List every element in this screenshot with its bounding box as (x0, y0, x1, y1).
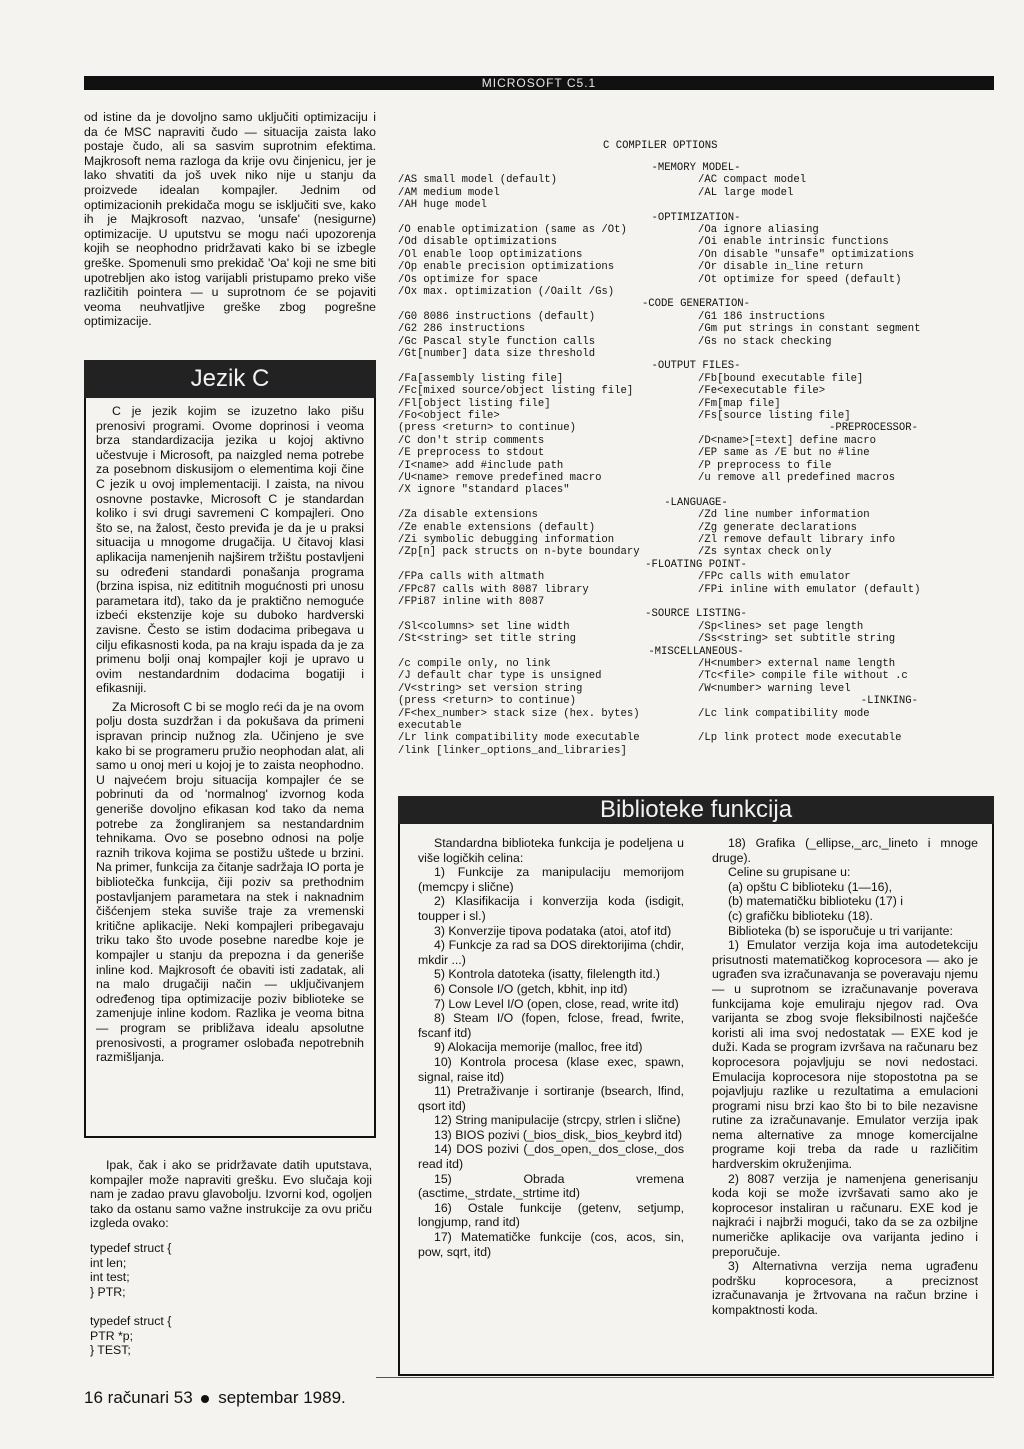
library-item: Biblioteka (b) se isporučuje u tri varijante: (728, 923, 953, 938)
library-item: 1) Funkcije za manipulaciju memorijom (memcpy i slične) (418, 865, 684, 894)
option-heading: -LANGUAGE- (664, 496, 728, 509)
option-row (398, 484, 994, 496)
footer-date: septembar 1989. (218, 1388, 346, 1407)
option-row (398, 708, 994, 720)
option-row (398, 348, 994, 360)
option-left: /E preprocess to stdout (398, 447, 545, 460)
option-left: /G2 286 instructions (398, 323, 526, 336)
option-row (398, 435, 994, 447)
library-item: 5) Kontrola datoteka (isatty, filelength itd.) (434, 967, 661, 982)
option-right: /On disable "unsafe" optimizations (698, 248, 915, 261)
jezik-c-paragraph-2: Za Microsoft C bi se moglo reći da je na ovom polju dosta suzdržan i da pokušava da primeni ispravan princip nužnog zla. Učinjeno je sve kako bi se programeru pružio neophodan alat, ali samo u onoj meri u kojoj je to zaista neophodno. U najvećem broju situacija kompajler će se pobrinuti da od 'normalnog' izvornog koda generiše dovoljno efikasan kod tako da nema potrebe za žongliranjem sa nestandardnim tehnikama. Ovo se posebno odnosi na polje raznih trikova kojima se postižu uštede u brzini. Na primer, funkcija za čitanje sadržaja IO porta je bibliotečka funkcija, čiji poziv sa prethodnim postavljanjem parametara na stek i naknadnim čišćenjem steka suviše traje za vremenski kritične aplikacije. Neki kompajleri pribegavaju triku tako što uvode posebne naredbe koje je kompajler u stanju da prepozna i da generiše inline kod. Majkrosoft će obaviti isti zadatak, ali na malo drugačiji način — uključivanjem određenog tipa optimizacije poziv biblioteke se zamenjuje inline kodom. Razlika je veoma bitna — program se približava idealu apsolutne prenosivosti, a programer oslobađa nepotrebnih razmišljanja. (96, 699, 364, 1065)
option-row (398, 571, 994, 583)
option-left: /V<string> set version string (398, 682, 583, 695)
header-title: MICROSOFT C5.1 (481, 76, 597, 90)
option-left: /FPa calls with altmath (398, 571, 545, 584)
library-item: 6) Console I/O (getch, kbhit, inp itd) (434, 981, 628, 996)
option-left: /Gc Pascal style function calls (398, 335, 596, 348)
closing-column (90, 1158, 372, 1358)
option-section-heading (398, 646, 994, 658)
library-item: Standardna biblioteka funkcija je podeljena u više logičkih celina: (418, 836, 684, 865)
library-item: 3) Alternativna verzija nema ugrađenu podršku koprocesora, a preciznost izračunavanja je žrtvovana na račun brzine i kompaktnosti koda. (712, 1259, 978, 1317)
option-left: /J default char type is unsigned (398, 670, 602, 683)
code-line: int test; (90, 1270, 130, 1285)
library-item: 1) Emulator verzija koja ima autodetekciju prisutnosti matematičkog koprocesora — ako je ugrađen sva izračunavanja se poveravaju njemu — u suprotnom se izračunavanje poverava funkcijama koje emuliraju njegov rad. Ova varijanta se zbog svoje fleksibilnosti najčešće koristi ali ima svoj nedostatak — EXE kod je duži. Kada se program izvršava na računaru bez koprocesora pojavljuju se novi nedostaci. Emulacija koprocesora nije stopostotna pa se pojavljuju razlike u rezultatima a emulacioni programi nisu brzi kao što bi to bile nezavisne rutine za izračunavanje. Emulator verzija ipak nema alternative za mnoge komercijalne programe koji treba da rade u različitim hardverskim okruženjima. (712, 938, 978, 1172)
code-line: } TEST; (90, 1343, 131, 1358)
option-right: /Tc<file> compile file without .c (698, 670, 908, 683)
intro-paragraph: od istine da je dovoljno samo uključiti optimizaciju i da će MSC napraviti čudo — situacija zaista lako postaje čudo, ali sa sasvim suprotnim efektima. Majkrosoft nema razloga da krije ovu činjenicu, jer je lako shvatiti da još uvek niko nije u stanju da proizvede idealan kompajler. Jednim od optimizacionih prekidača mogu se isključiti sve, kako ih je Majkrosoft nazvao, 'unsafe' (nesigurne) optimizacije. U uputstvu se mogu naći upozorenja kojih se neophodno pridržavati kako bi se izbegle greške. Spomenuli smo prekidač 'Oa' koji ne sme biti upotrebljen ako istog varijabli pristupamo preko više različitih pointera — u suprotnom će se pojaviti veoma neuhvatljive greške zbog pogrešne optimizacije. (84, 110, 376, 329)
library-item: 7) Low Level I/O (open, close, read, write itd) (434, 996, 679, 1011)
option-row (398, 460, 994, 472)
biblioteke-box (398, 796, 994, 1376)
option-heading: -MEMORY MODEL- (651, 162, 741, 174)
option-right: /Sp<lines> set page length (698, 620, 864, 633)
option-right: /Ss<string> set subtitle string (698, 633, 896, 646)
option-row (398, 187, 994, 199)
code-line (90, 1299, 372, 1314)
option-left: /Zp[n] pack structs on n-byte boundary (398, 546, 640, 559)
biblioteke-right-column (712, 836, 978, 1318)
option-right: /EP same as /E but no #line (698, 447, 870, 460)
library-item: 8) Steam I/O (fopen, fclose, fread, fwrite, fscanf itd) (418, 1011, 684, 1040)
option-row (398, 546, 994, 558)
library-item: 13) BIOS pozivi (_bios_disk,_bios_keybrd itd) (434, 1127, 683, 1142)
option-row (398, 472, 994, 484)
option-right: /Lc link compatibility mode (698, 707, 870, 720)
struct-code-listing (90, 1241, 372, 1358)
option-row (398, 311, 994, 323)
option-left: /U<name> remove predefined macro (398, 472, 602, 484)
page-header-bar (84, 76, 994, 90)
option-left: /Ox max. optimization (/Oailt /Gs) (398, 286, 615, 298)
option-right: /D<name>[=text] define macro (698, 434, 877, 447)
option-row (398, 745, 994, 757)
option-row (398, 732, 994, 744)
option-left: (press <return> to continue) (398, 422, 577, 435)
option-left: executable (398, 720, 462, 732)
option-section-heading (398, 559, 994, 571)
option-left: /Fa[assembly listing file] (398, 372, 564, 385)
option-section-heading (398, 608, 994, 620)
option-right: /Fe<executable file> (698, 385, 826, 398)
option-row (398, 695, 994, 707)
code-line: typedef struct { (90, 1240, 172, 1255)
option-heading: -MISCELLANEOUS- (648, 645, 744, 658)
footer-magazine: računari 53 (107, 1388, 193, 1407)
option-left: /Lr link compatibility mode executable (398, 732, 640, 745)
library-item: 14) DOS pozivi (_dos_open,_dos_close,_dos read itd) (418, 1142, 684, 1172)
option-right: /Zs syntax check only (698, 546, 832, 559)
option-left: /Fc[mixed source/object listing file] (398, 385, 634, 398)
option-right: /Zg generate declarations (698, 521, 857, 534)
option-row (398, 720, 994, 732)
option-row (398, 199, 994, 211)
intro-column (84, 110, 376, 329)
library-item: 2) Klasifikacija i konverzija koda (isdigit, toupper i sl.) (418, 894, 684, 923)
option-left: /C don't strip comments (398, 434, 545, 447)
biblioteke-left-column (418, 836, 684, 1259)
compiler-options-title: C COMPILER OPTIONS (603, 140, 718, 152)
option-right: /Fb[bound executable file] (698, 372, 864, 385)
footer-page-number: 16 (84, 1388, 103, 1407)
option-row (398, 323, 994, 335)
library-item: Celine su grupisane u: (728, 865, 851, 880)
option-left: (press <return> to continue) (398, 695, 577, 708)
library-item: 2) 8087 verzija je namenjena generisanju koda koji se može izvršavati samo ako je koprocesor instaliran u računaru. EXE kod je najkraći i najbrži mogući, tako da se za ozbiljne numeričke aplikacije ova varijanta jedino i preporučuje. (712, 1171, 978, 1259)
option-left: /Zi symbolic debugging information (398, 534, 615, 546)
option-left: /AH huge model (398, 199, 488, 212)
option-left: /Za disable extensions (398, 509, 538, 522)
library-item: (b) matematičku biblioteku (17) i (728, 894, 903, 909)
option-row (398, 249, 994, 261)
page-footer (84, 1388, 346, 1408)
option-left: /Gt[number] data size threshold (398, 348, 596, 360)
option-left: /F<hex_number> stack size (hex. bytes) (398, 707, 640, 720)
library-item: 11) Pretraživanje i sortiranje (bsearch, lfind, qsort itd) (418, 1084, 684, 1113)
option-heading: -OPTIMIZATION- (651, 211, 741, 224)
option-right: /AC compact model (698, 174, 807, 187)
option-section-heading (398, 162, 994, 174)
option-right: /Fm[map file] (698, 397, 781, 410)
option-right: /W<number> warning level (698, 682, 851, 695)
option-row (398, 373, 994, 385)
option-row (398, 509, 994, 521)
library-item: (a) opštu C biblioteku (1—16), (728, 879, 893, 894)
option-right: /Gm put strings in constant segment (698, 323, 921, 336)
code-line: PTR *p; (90, 1328, 134, 1343)
option-row (398, 236, 994, 248)
option-right: /Fs[source listing file] (698, 410, 851, 422)
option-left: /Fo<object file> (398, 410, 500, 422)
option-left: /link [linker_options_and_libraries] (398, 744, 627, 757)
option-right: /G1 186 instructions (698, 310, 826, 323)
option-section-heading (398, 298, 994, 310)
library-item: 4) Funkcje za rad sa DOS direktorijima (chdir, mkdir ...) (418, 938, 684, 967)
option-row (398, 621, 994, 633)
option-right: /Ot optimize for speed (default) (698, 273, 902, 286)
option-row (398, 584, 994, 596)
option-row (398, 398, 994, 410)
option-right: /P preprocess to file (698, 459, 832, 472)
option-row (398, 174, 994, 186)
option-left: /G0 8086 instructions (default) (398, 310, 596, 323)
option-right: /Gs no stack checking (698, 335, 832, 348)
library-item: 12) String manipulacije (strcpy, strlen i slične) (434, 1113, 681, 1128)
option-left: /FPi87 inline with 8087 (398, 596, 545, 608)
library-item: 9) Alokacija memorije (malloc, free itd) (434, 1040, 643, 1055)
option-heading: -OUTPUT FILES- (651, 360, 741, 373)
option-section-heading (398, 212, 994, 224)
option-left: /O enable optimization (same as /Ot) (398, 224, 627, 236)
option-right: /Oa ignore aliasing (698, 224, 819, 236)
option-right: /FPi inline with emulator (default) (698, 583, 921, 596)
option-heading: -FLOATING POINT- (645, 558, 747, 571)
code-line: } PTR; (90, 1284, 126, 1299)
option-row (398, 633, 994, 645)
option-left: /X ignore "standard places" (398, 484, 570, 497)
footer-divider (376, 1377, 994, 1378)
option-right: /FPc calls with emulator (698, 571, 851, 584)
option-left: /Ol enable loop optimizations (398, 248, 583, 261)
code-line: int len; (90, 1255, 127, 1270)
option-row (398, 658, 994, 670)
option-section-heading (398, 497, 994, 509)
closing-paragraph: Ipak, čak i ako se pridržavate datih uputstava, kompajler može napraviti grešku. Evo slučaja koji nam je zadao pravu glavobolju. Izvorni kod, ogoljen tako da ostanu samo važne instrukcije za ovu priču izgleda ovako: (90, 1158, 372, 1231)
option-left: /Os optimize for space (398, 273, 538, 286)
option-left: /Fl[object listing file] (398, 397, 551, 410)
option-right: /Lp link protect mode executable (698, 732, 902, 745)
option-row (398, 224, 994, 236)
option-row (398, 274, 994, 286)
option-right: /AL large model (698, 186, 794, 199)
option-heading: -PREPROCESSOR- (828, 422, 918, 435)
jezik-c-paragraph-1: C je jezik kojim se izuzetno lako pišu prenosivi programi. Ovome doprinosi i veoma brza standardizacija jezika u kojoj aktivno učestvuje i Microsoft, pa naizgled nema potrebe za posebnom diskusijom o elementima koji čine C jezik u ovoj implementaciji. I zaista, na nivou osnovne postavke, Microsoft C je standardan koliko i svi drugi savremeni C kompajleri. Ono što se, na žalost, često previđa je da je u praksi situacija u mnogome drugačija. U čitavoj klasi aplikacija namenjenih najširem tržištu postavljeni su određeni standardi ponašanja programa (brzina ispisa, niz edititnih mogućnosti pri unosu parametara itd), tako da je praktično nemoguće izbeći ekstenzije koje su duboko hardverski zavisne. Često se istim dodacima pribegava u cilju efikasnosti koda, pa na kraju ispada da je za primenu bolji onaj kompajler koji je upravo u ovim nestandardnim dodacima bogatiji i efikasniji. (96, 404, 364, 696)
option-row (398, 447, 994, 459)
option-row (398, 683, 994, 695)
option-left: /St<string> set title string (398, 633, 577, 646)
option-left: /c compile only, no link (398, 658, 551, 670)
option-row (398, 534, 994, 546)
biblioteke-title: Biblioteke funkcija (398, 796, 994, 824)
jezik-c-box (84, 360, 376, 1138)
option-right: /Zd line number information (698, 509, 870, 522)
option-left: /Sl<columns> set line width (398, 620, 570, 633)
option-left: /Od disable optimizations (398, 236, 557, 249)
bullet-icon (201, 1395, 209, 1403)
option-row (398, 522, 994, 534)
option-row (398, 385, 994, 397)
library-item: 18) Grafika (_ellipse,_arc,_lineto i mnoge druge). (712, 836, 978, 865)
option-row (398, 261, 994, 273)
option-heading: -LINKING- (860, 695, 918, 708)
option-right: /Oi enable intrinsic functions (698, 236, 889, 249)
library-item: 10) Kontrola procesa (klase exec, spawn, signal, raise itd) (418, 1054, 684, 1084)
option-right: /u remove all predefined macros (698, 472, 896, 484)
option-left: /Op enable precision optimizations (398, 261, 615, 274)
option-right: /Zl remove default library info (698, 534, 896, 546)
option-left: /I<name> add #include path (398, 459, 564, 472)
option-heading: -SOURCE LISTING- (645, 608, 747, 621)
library-item: (c) grafičku biblioteku (18). (728, 908, 873, 923)
library-item: 15) Obrada vremena (asctime,_strdate,_strtime itd) (418, 1171, 684, 1201)
library-item: 17) Matematičke funkcije (cos, acos, sin, pow, sqrt, itd) (418, 1230, 684, 1259)
option-left: /AS small model (default) (398, 174, 557, 187)
option-row (398, 422, 994, 434)
jezik-c-title: Jezik C (84, 360, 376, 398)
option-left: /AM medium model (398, 186, 500, 199)
option-section-heading (398, 360, 994, 372)
option-row (398, 336, 994, 348)
option-row (398, 286, 994, 298)
library-item: 16) Ostale funkcije (getenv, setjump, longjump, rand itd) (418, 1200, 684, 1230)
code-line: typedef struct { (90, 1313, 172, 1328)
option-row (398, 670, 994, 682)
option-right: /Or disable in_line return (698, 261, 864, 274)
option-heading: -CODE GENERATION- (641, 298, 751, 311)
option-left: /FPc87 calls with 8087 library (398, 583, 589, 596)
option-right: /H<number> external name length (698, 658, 896, 670)
library-item: 3) Konverzije tipova podataka (atoi, atof itd) (434, 923, 672, 938)
option-row (398, 410, 994, 422)
option-row (398, 596, 994, 608)
option-left: /Ze enable extensions (default) (398, 521, 596, 534)
